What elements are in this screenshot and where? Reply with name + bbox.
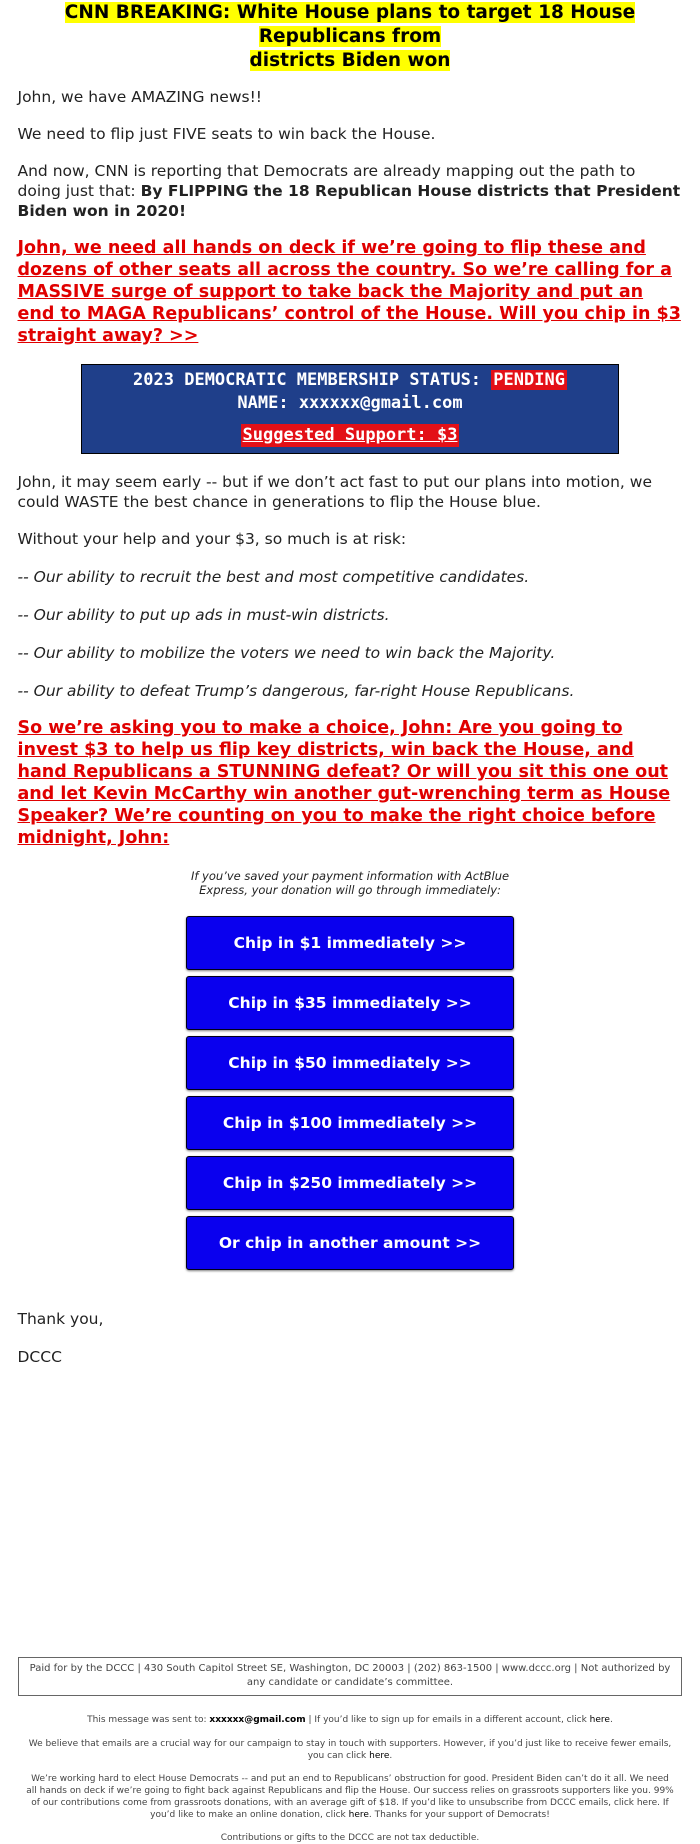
intro-paragraph-3-text: And now, CNN is reporting that Democrats are already mapping out the path to doing just that:: [17, 162, 636, 200]
chip-in-100-button[interactable]: Chip in $100 immediately >>: [186, 1096, 514, 1150]
fewer-emails-period: .: [389, 1751, 393, 1761]
signoff-org: DCCC: [17, 1348, 62, 1366]
intro-paragraph-3: [18, 161, 683, 221]
membership-status-box[interactable]: [81, 364, 619, 454]
email-body: [18, 1, 683, 1844]
fewer-emails-line: [25, 1738, 675, 1762]
paid-for-disclaimer: [18, 1657, 682, 1696]
intro-paragraph-1: John, we have AMAZING news!!: [17, 88, 262, 106]
headline-line-2: districts Biden won: [249, 50, 451, 71]
risk-item: -- Our ability to mobilize the voters we need to win back the Majority.: [17, 644, 556, 662]
risk-item: -- Our ability to put up ads in must-win districts.: [17, 606, 390, 624]
sent-to-suffix: | If you’d like to sign up for emails in a different account, click: [305, 1715, 590, 1725]
fewer-emails-link[interactable]: here: [369, 1751, 390, 1761]
risk-item: -- Our ability to defeat Trump’s dangerous, far-right House Republicans.: [17, 682, 575, 700]
different-account-link[interactable]: here: [589, 1715, 610, 1725]
signoff-thanks: Thank you,: [17, 1310, 104, 1328]
recipient-email: xxxxxx@gmail.com: [209, 1715, 306, 1725]
working-hard-end: . Thanks for your support of Democrats!: [368, 1810, 550, 1820]
intro-paragraph-2: We need to flip just FIVE seats to win back the House.: [17, 125, 436, 143]
membership-status-label: 2023 DEMOCRATIC MEMBERSHIP STATUS:: [133, 370, 482, 390]
pending-badge: PENDING: [493, 370, 565, 390]
risk-item: -- Our ability to recruit the best and most competitive candidates.: [17, 568, 530, 586]
headline-line-1: CNN BREAKING: White House plans to target 18 House Republicans from: [64, 2, 636, 47]
middle-paragraph-1: John, it may seem early -- but if we don’t act fast to put our plans into motion, we could WASTE the best chance in generations to flip the House blue.: [17, 473, 652, 511]
intro-paragraph-3-bold: By FLIPPING the 18 Republican House districts that President Biden won in 2020!: [17, 182, 681, 220]
chip-in-250-button[interactable]: Chip in $250 immediately >>: [186, 1156, 514, 1210]
chip-in-1-button[interactable]: Chip in $1 immediately >>: [186, 916, 514, 970]
red-callout-link-1[interactable]: John, we need all hands on deck if we’re going to flip these and dozens of other seats all across the country. So we’re calling for a MASSIVE surge of support to take back the Majority and put an end to MAGA Republicans’ control of the House. Will you chip in $3 straight away? >>: [17, 238, 681, 346]
red-callout-link-2[interactable]: So we’re asking you to make a choice, John: Are you going to invest $3 to help us flip key districts, win back the House, and hand Republicans a STUNNING defeat? Or will you sit this one out and let Kevin McCarthy win another gut-wrenching term as House Speaker? We’re counting on you to make the right choice before midnight, John:: [17, 718, 671, 848]
sent-to-line: [25, 1714, 675, 1726]
suggested-support-link[interactable]: Suggested Support: $3: [242, 425, 458, 445]
membership-status-line: [82, 369, 618, 392]
middle-paragraph-2: Without your help and your $3, so much is at risk:: [17, 530, 407, 548]
paid-for-text: Paid for by the DCCC | 430 South Capitol Street SE, Washington, DC 20003 | (202) 863-1500 | www.dccc.org | Not authorized by any candidate or candidate’s committee.: [29, 1663, 671, 1688]
sent-to-prefix: This message was sent to:: [87, 1715, 210, 1725]
chip-in-50-button[interactable]: Chip in $50 immediately >>: [186, 1036, 514, 1090]
headline: [18, 1, 683, 73]
chip-in-35-button[interactable]: Chip in $35 immediately >>: [186, 976, 514, 1030]
working-hard-paragraph: [25, 1773, 675, 1821]
not-tax-deductible: Contributions or gifts to the DCCC are not tax deductible.: [220, 1833, 480, 1843]
sent-to-period: .: [609, 1715, 613, 1725]
fewer-emails-text: We believe that emails are a crucial way for our campaign to stay in touch with supporters. However, if you’d just like to receive fewer emails, you can click: [28, 1739, 672, 1761]
chip-in-other-amount-button[interactable]: Or chip in another amount >>: [186, 1216, 514, 1270]
actblue-note: If you’ve saved your payment information with ActBlue Express, your donation will go through immediately:: [190, 869, 510, 897]
working-hard-text: We’re working hard to elect House Democrats -- and put an end to Republicans’ obstruction for good. President Biden can’t do it all. We need all hands on deck if we’re going to fight back against Republicans and flip the House. Our success relies on grassroots supporters like you. 99% of our contributions come from grassroots donations, with an average gift of $18. If you’d like to unsubscribe from DCCC emails, click here. If you’d like to make an online donation, click: [26, 1774, 674, 1820]
membership-name-line: NAME: xxxxxx@gmail.com: [237, 393, 463, 413]
online-donation-link[interactable]: here: [348, 1810, 369, 1820]
